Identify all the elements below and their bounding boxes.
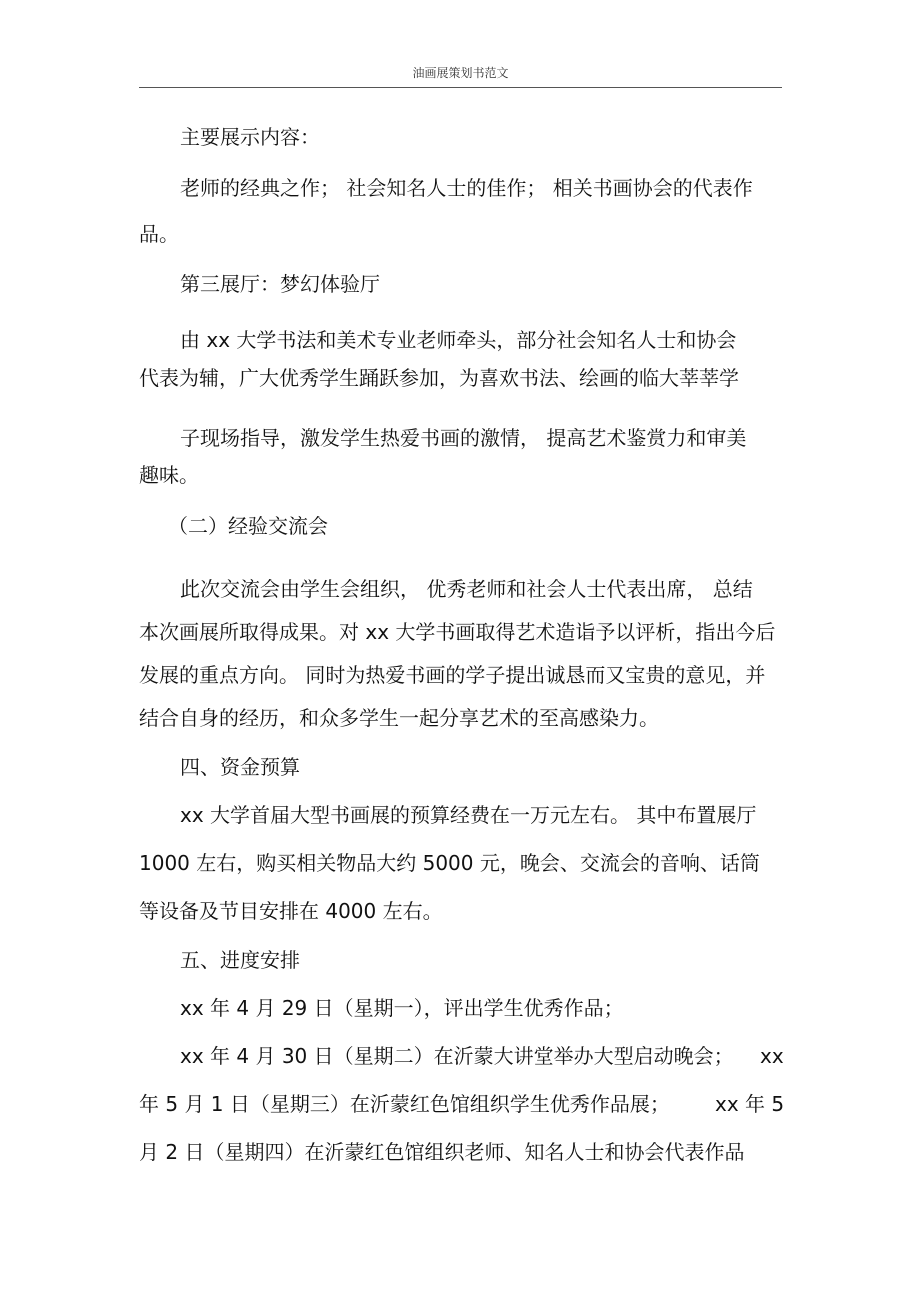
text-line: 年 5 月 1 日（星期三）在沂蒙红色馆组织学生优秀作品展； — [139, 1092, 670, 1116]
text-line: （二）经验交流会 — [168, 514, 328, 538]
text-line: xx 年 4 月 29 日（星期一），评出学生优秀作品； — [180, 996, 624, 1020]
text-line: 代表为辅，广大优秀学生踊跃参加，为喜欢书法、绘画的临大莘莘学 — [139, 366, 739, 390]
text-line: 趣味。 — [139, 463, 199, 487]
text-line: 由 xx 大学书法和美术专业老师牵头，部分社会知名人士和协会 — [180, 328, 737, 352]
text-line: 五、进度安排 — [180, 948, 300, 972]
text-line: xx — [760, 1044, 784, 1068]
text-line: 月 2 日（星期四）在沂蒙红色馆组织老师、知名人士和协会代表作品 — [139, 1140, 745, 1164]
text-line: 本次画展所取得成果。对 xx 大学书画取得艺术造诣予以评析，指出今后 — [139, 620, 776, 644]
text-line: 第三展厅：梦幻体验厅 — [180, 272, 380, 296]
text-line: 品。 — [139, 222, 179, 246]
text-line: 等设备及节目安排在 4000 左右。 — [139, 899, 443, 923]
text-line: 四、资金预算 — [180, 755, 300, 779]
text-line: 子现场指导，激发学生热爱书画的激情， 提高艺术鉴赏力和审美 — [180, 426, 747, 450]
text-line: xx 年 5 — [715, 1092, 785, 1116]
text-line: xx 年 4 月 30 日（星期二）在沂蒙大讲堂举办大型启动晚会； — [180, 1044, 734, 1068]
text-line: xx 大学首届大型书画展的预算经费在一万元左右。 其中布置展厅 — [180, 803, 757, 827]
header-divider — [139, 87, 782, 88]
text-line: 结合自身的经历，和众多学生一起分享艺术的至高感染力。 — [139, 706, 659, 730]
page-header: 油画展策划书范文 — [412, 66, 509, 80]
text-line: 此次交流会由学生会组织， 优秀老师和社会人士代表出席， 总结 — [180, 577, 753, 601]
text-line: 发展的重点方向。 同时为热爱书画的学子提出诚恳而又宝贵的意见，并 — [139, 663, 766, 687]
text-line: 老师的经典之作； 社会知名人士的佳作； 相关书画协会的代表作 — [180, 176, 753, 200]
text-line: 主要展示内容： — [180, 125, 320, 149]
text-line: 1000 左右，购买相关物品大约 5000 元，晚会、交流会的音响、话筒 — [139, 851, 760, 875]
